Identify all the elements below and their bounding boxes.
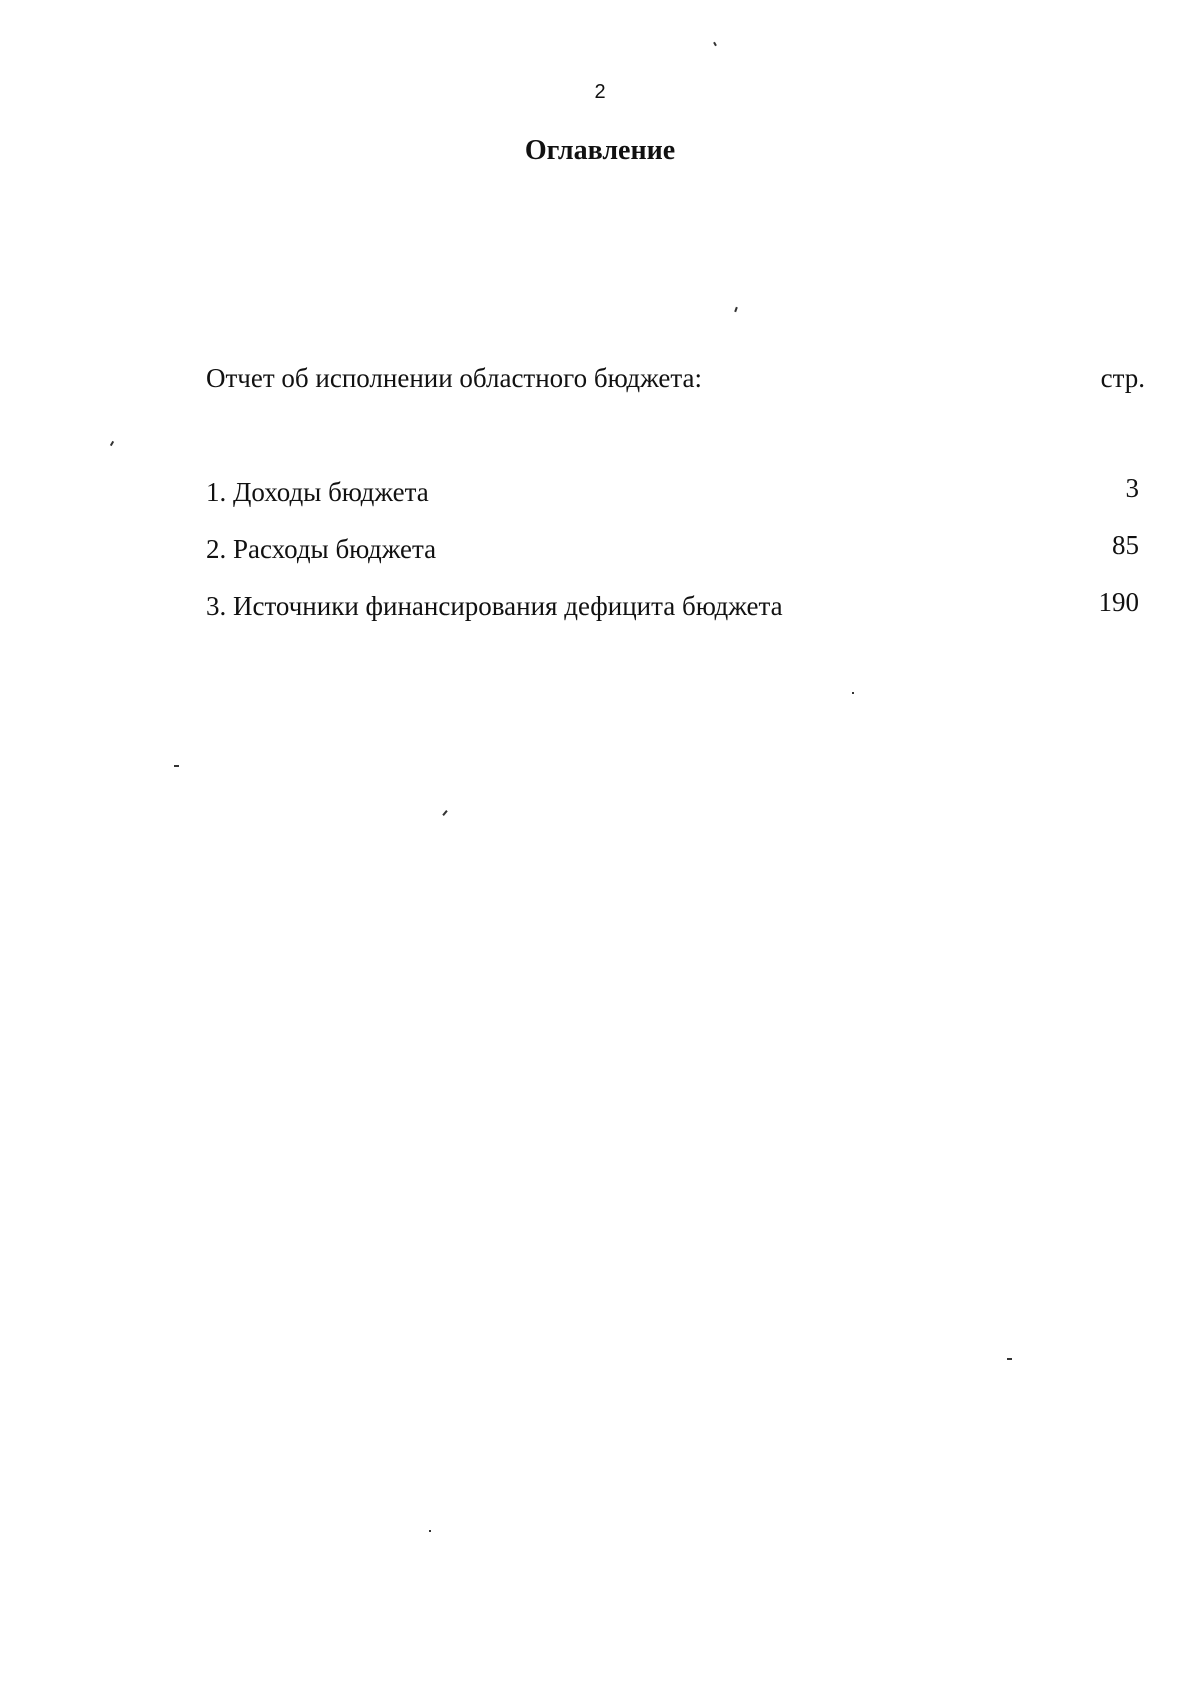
toc-item-page: 85 xyxy=(1112,530,1139,560)
scan-speck xyxy=(110,441,114,446)
scan-speck xyxy=(713,42,717,46)
toc-header xyxy=(206,360,1145,400)
page-number: 2 xyxy=(594,81,606,103)
page-title: Оглавление xyxy=(524,135,676,166)
toc-item-expenditures xyxy=(206,531,1145,588)
toc-header-label: Отчет об исполнении областного бюджета: xyxy=(206,363,703,393)
toc-item-page: 190 xyxy=(1098,587,1139,617)
toc-item-revenues xyxy=(206,474,1145,531)
toc-item-page: 3 xyxy=(1125,473,1139,503)
scan-speck xyxy=(734,307,738,312)
table-of-contents xyxy=(206,360,1145,621)
toc-list xyxy=(206,474,1145,645)
scan-speck xyxy=(442,810,447,816)
toc-item-label: 1. Доходы бюджета xyxy=(206,477,429,507)
scan-speck xyxy=(1007,1358,1012,1360)
scan-speck xyxy=(852,692,854,694)
toc-page-column-label: стр. xyxy=(1100,363,1145,393)
scan-speck xyxy=(429,1530,431,1532)
toc-item-label: 3. Источники финансирования дефицита бюджета xyxy=(206,591,783,621)
toc-item-deficit-financing xyxy=(206,588,1145,645)
scan-speck xyxy=(174,765,179,767)
toc-item-label: 2. Расходы бюджета xyxy=(206,534,437,564)
